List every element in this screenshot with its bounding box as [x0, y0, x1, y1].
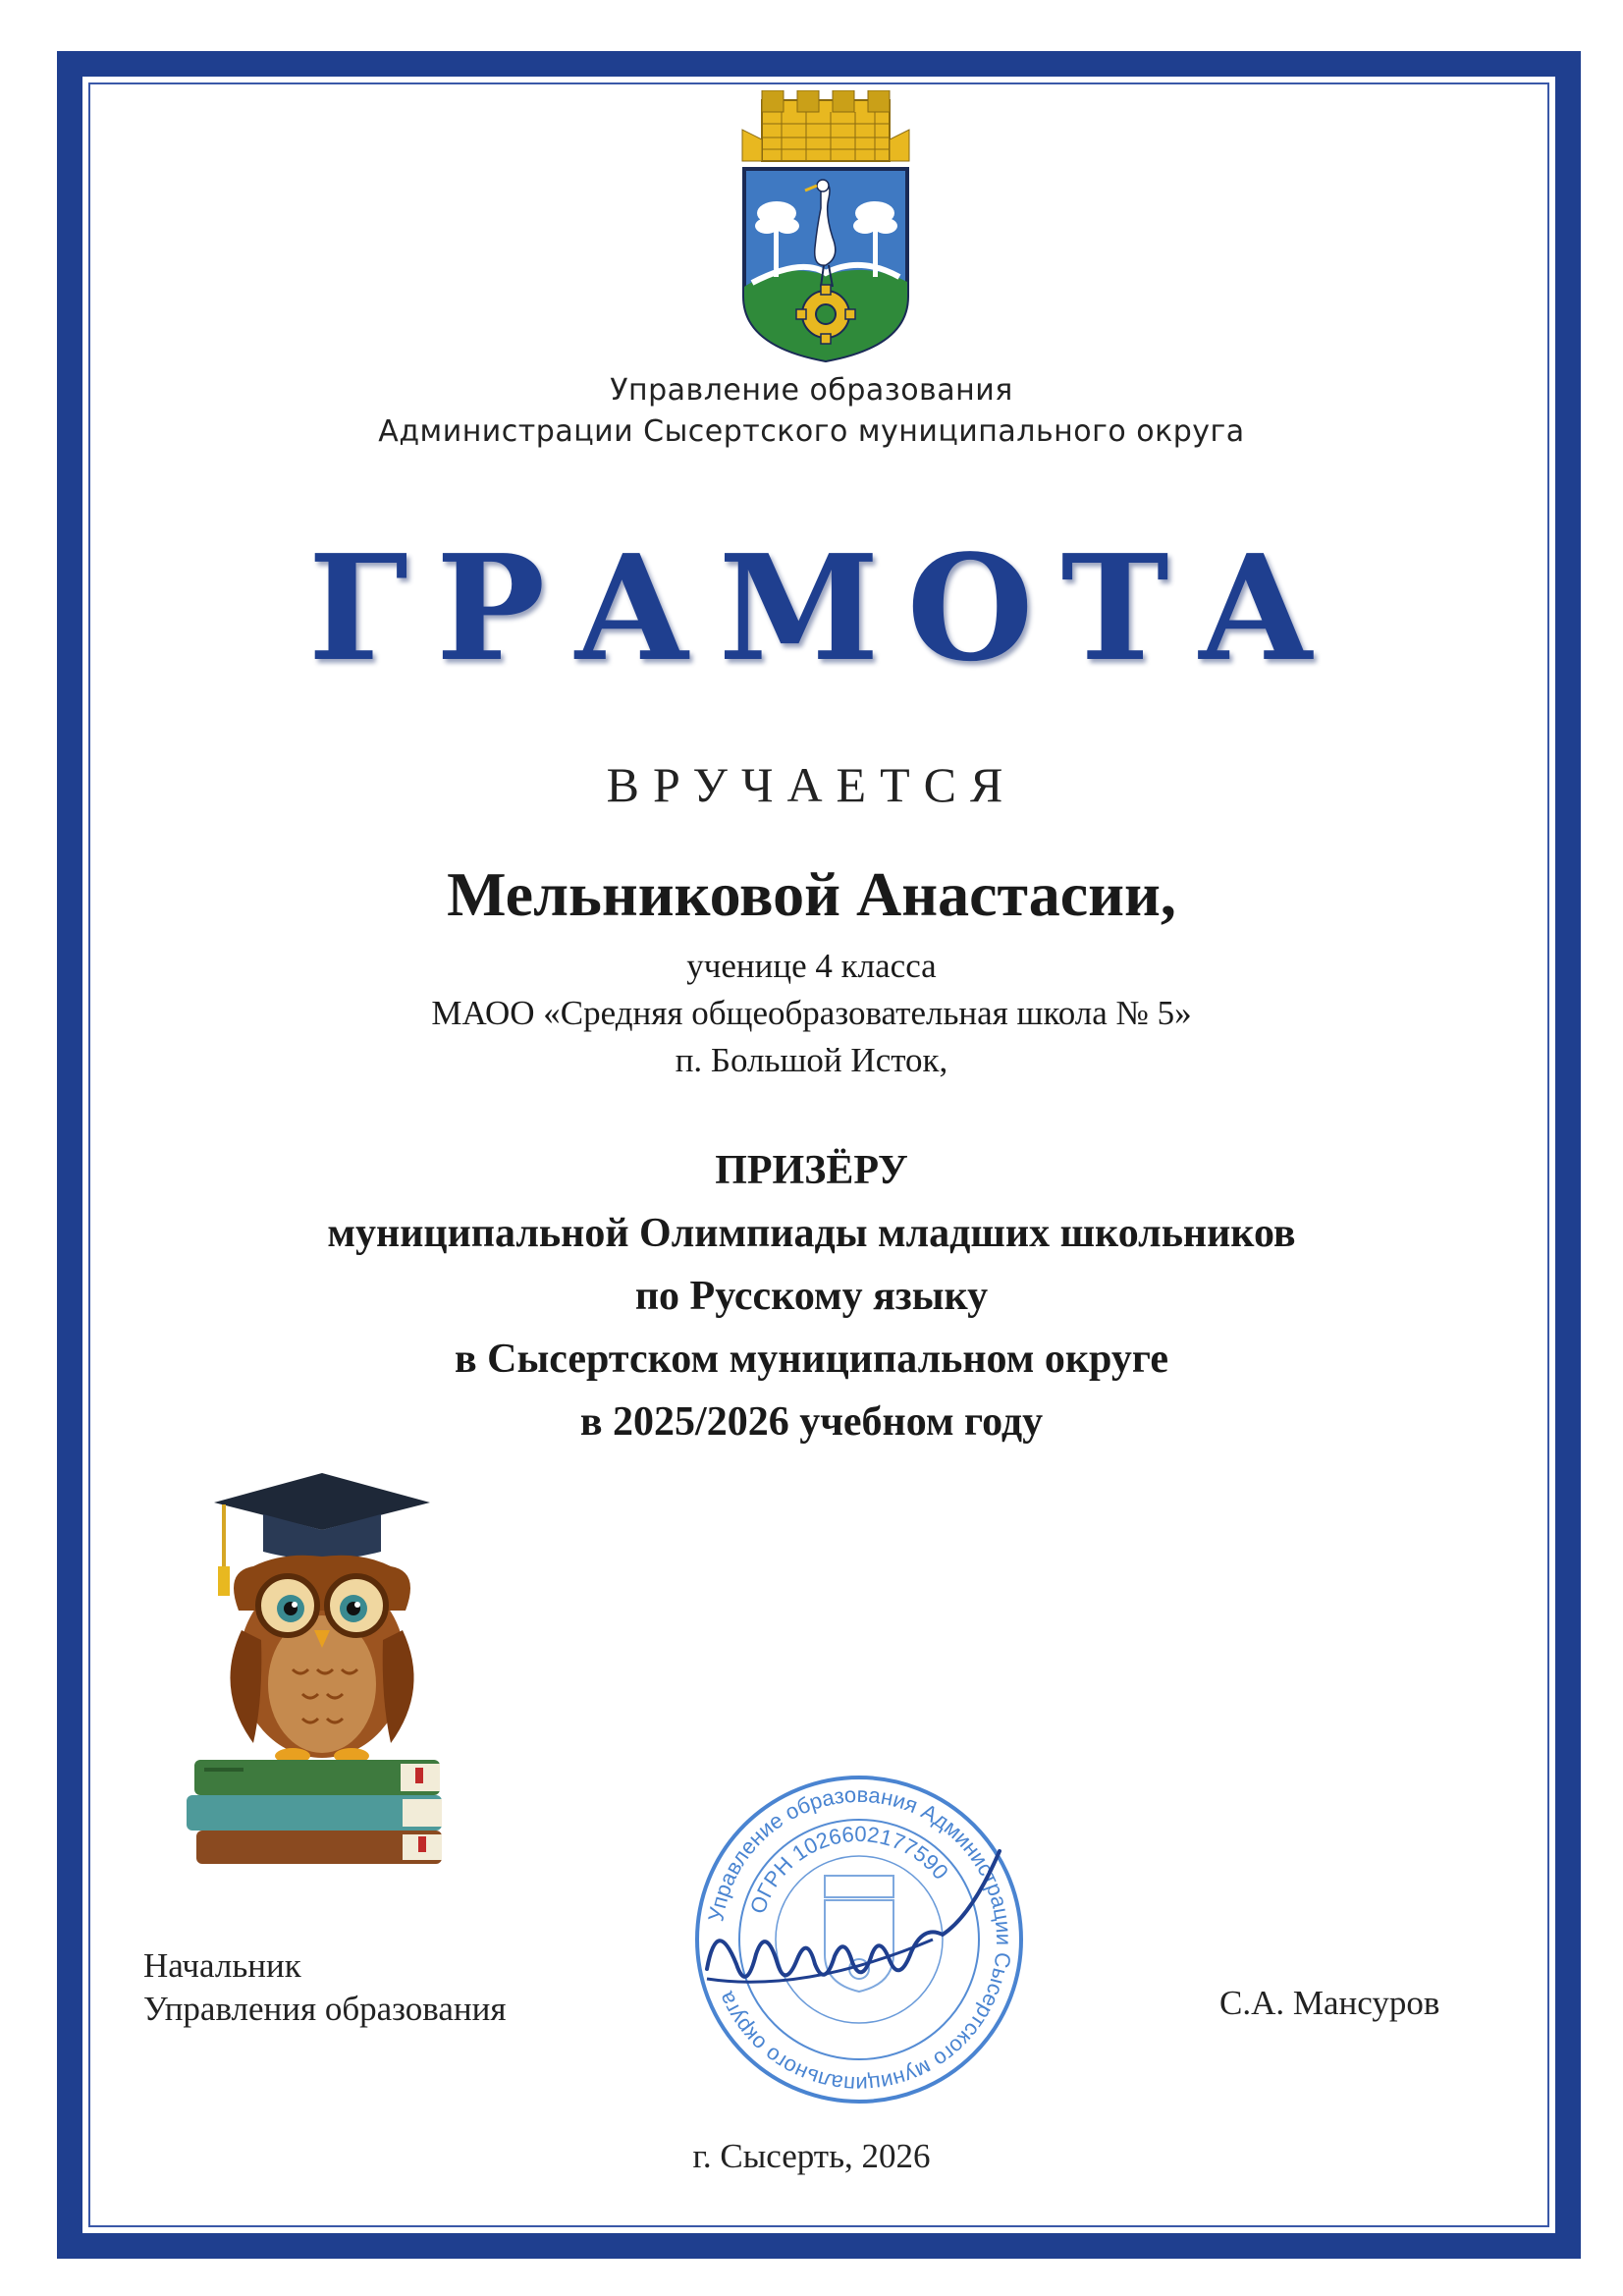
- award-status: ПРИЗЁРУ: [715, 1148, 908, 1193]
- coat-of-arms-emblem: [723, 90, 929, 365]
- official-seal-stamp: [687, 1768, 1031, 2111]
- signatory-position-line2: Управления образования: [143, 1990, 507, 2028]
- org-name-line1: Управление образования: [610, 373, 1013, 408]
- crown-icon: [742, 90, 909, 161]
- awarded-label: ВРУЧАЕТСЯ: [606, 757, 1017, 812]
- award-line-4: в 2025/2026 учебном году: [579, 1399, 1044, 1445]
- signatory-name: С.А. Мансуров: [1219, 1984, 1440, 2022]
- signatory-position-line1: Начальник: [143, 1946, 301, 1985]
- certificate-title: ГРАМОТА: [307, 522, 1343, 693]
- stamp-ring-text: Управление образования Администрации Сысертского муниципального округа: [703, 1781, 1017, 2098]
- award-line-2: по Русскому языку: [634, 1274, 989, 1319]
- place-and-date: г. Сысерть, 2026: [692, 2137, 931, 2175]
- award-line-1: муниципальной Олимпиады младших школьников: [327, 1211, 1296, 1256]
- recipient-school: МАОО «Средняя общеобразовательная школа № 5»: [431, 994, 1192, 1032]
- stamp-ogrn-text: ОГРН 1026602177590: [744, 1821, 953, 1917]
- award-line-3: в Сысертском муниципальном округе: [454, 1337, 1169, 1382]
- books-stack-icon: [187, 1760, 442, 1864]
- recipient-locality: п. Большой Исток,: [675, 1041, 948, 1079]
- org-name-line2: Администрации Сысертского муниципального округа: [378, 414, 1245, 449]
- signatory-position: [143, 1944, 506, 2031]
- recipient-name: Мельниковой Анастасии,: [447, 859, 1176, 929]
- owl-on-books-illustration: [185, 1473, 460, 1866]
- recipient-grade: ученице 4 класса: [686, 947, 937, 985]
